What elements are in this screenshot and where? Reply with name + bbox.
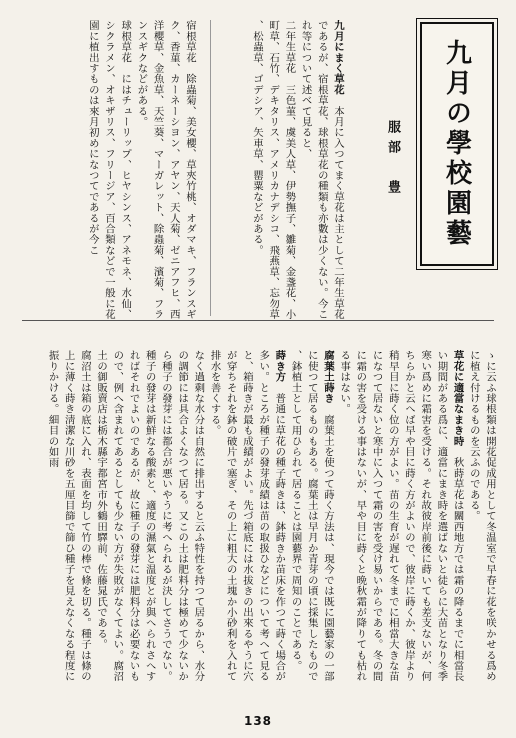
bulbs-text: 球根草花 にはチューリップ、ヒヤシンス、アネモネ、水仙、シクラメン、オキザリス、フリージア、百合類などで一般に花園に植出すものは來月初めになつてであるが今こ [86, 20, 132, 320]
title-box [420, 22, 494, 266]
middle-text: ゝに云ふ球根類は開花促成用として冬温室で早春に花を咲かせる爲めに植え付けるものを云ふのである。 [467, 350, 496, 682]
biennials-text: 二年生草花 三色菫、虞美人草、伊勢撫子、雛菊、金盞花、小町草、石竹、デキタリス、アメリカナデシコ、飛燕草、忘勿草、松蟲草、ゴデシア、矢車草、罌粟などがある。 [250, 20, 296, 320]
intro-text: 本月に入つてまく草花は主として二年生草花であるが、宿根草花、球根草花の種類も亦數は少くない。今これ等について述べて見ると、 [299, 20, 344, 320]
lower-text-2: 腐沼土は箱の底に入れ、表面を均して竹の棒で條を切る。種子は條の上に薄く蒔き淸潔な川砂を五厘目篩で篩ひ種子を見えなくなる程度に振りかける。細目の如雨 [46, 350, 91, 682]
soil-heading: 腐葉土蒔き [321, 350, 334, 404]
page-number: 138 [243, 714, 273, 728]
plant-list-column [22, 20, 198, 320]
section2-heading: 蒔き方 [273, 350, 286, 383]
section1-heading: 草花に適當なまき時 [451, 350, 464, 447]
author-name: 服部 豊 [385, 120, 400, 200]
intro-heading: 九月にまく草花 [332, 20, 344, 95]
section2-text: 普通に草花の種子蒔きは、鉢蒔きか苗床を作つて蒔く場合が多い。ところが種子の發芽成績は苗の取扱ひなどについて考へて見ると、箱蒔きが最も成績がよい。先づ箱底には水拔きの出來るやうに穴が穿ちそれを鉢の破片で塞ぎ、その上に粗大の土塊か小砂利を入れて排水を善くする。 [208, 350, 286, 682]
intro-column [228, 20, 346, 320]
column-divider [210, 20, 211, 316]
perennials-text: 宿根草花 除蟲菊、美女櫻、草夾竹桃、オダマキ、フランスギク、香菫、カーネーシヨン、アヤン、天人菊、ゼニアフヒ、西洋櫻草、金魚草、天竺葵、マーガレット、除蟲菊、濱菊、フランスギクなどがある。 [135, 20, 196, 320]
section-divider [22, 320, 494, 321]
body-text [20, 350, 498, 690]
article-title: 九月の學校園藝 [441, 39, 472, 249]
lower-text: なく過剩な水分は自然に排出すると云ふ特性を持つて居るから、水分の調節には具合よくなつて居る。又この土は肥料分は極めて少ないから種子の發芽には都合が悪いやうに考へられるが決してさうでない。種子の發芽は新鮮なる酸素と、適度の濕氣と温度とが與へられさへすればそれでよいのであるが、故に種子の發芽には肥料分は必要ないもので、例へ含まれてあるとしても少ない方が失敗がなくてよい。腐沼土の御販賣店は栃木縣宇都宮市外鶴田驛前、佐藤晁氏である。 [95, 350, 205, 682]
soil-text: 腐葉土を使つて蒔く方法は、現今では既に園藝家の一部に使つて居るものもある。腐葉土は早月か青芽の頃に採集したもので、鉢植土として用ひられて居ることは園藝界で周知のことである。 [289, 350, 334, 682]
section1-text: 秋蒔草花は關西地方では霜の降るまでに相當長い期間がある爲に、適當にまき時を選ばないと徒らに大苗となり冬季寒い爲めに霜害を受ける。それ故彼岸前後に蒔いても差支ないが、何ちらかと云へば早や目に蒔く方がよいので、彼岸に蒔くか、彼岸より稍早目に蒔く位の方がよい。苗の生育が遅れて冬までに相當大きな苗になつて居ないと寒中に入つて霜の害を受け易いからである。冬の間に霜の害を受ける事はないが、早や目に蒔くと晩秋霜が降りても枯れる事はない。 [338, 350, 464, 682]
